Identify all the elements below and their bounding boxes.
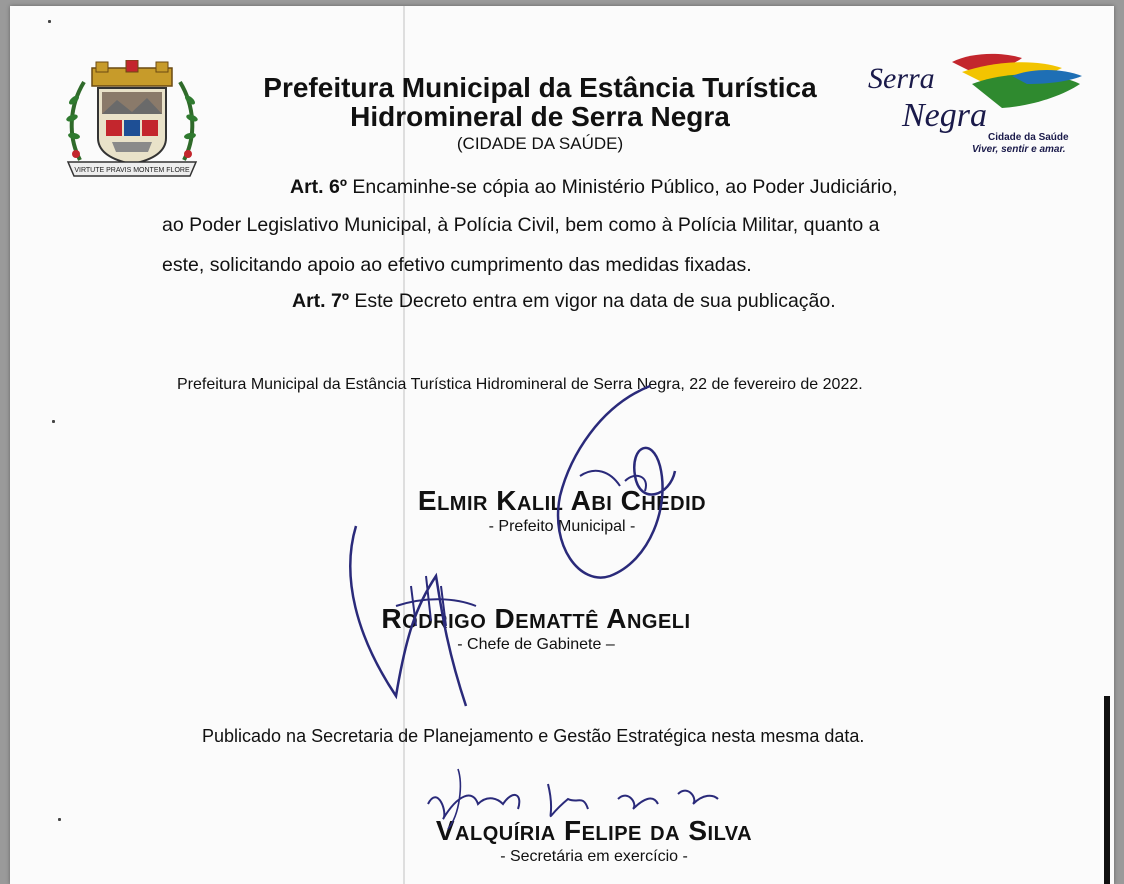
article-7-text: Este Decreto entra em vigor na data de sua publicação. <box>348 290 836 312</box>
header-line-2: Hidromineral de Serra Negra <box>350 101 730 132</box>
publication-note: Publicado na Secretaria de Planejamento e Gestão Estratégica nesta mesma data. <box>202 726 865 746</box>
mayor-name: Elmir Kalil Abi Chedid <box>417 485 707 516</box>
document-page <box>10 6 1114 884</box>
article-6-text-1: Encaminhe-se cópia ao Ministério Público, ao Poder Judiciário, <box>346 176 898 198</box>
article-7-line <box>292 290 1114 313</box>
scan-speck <box>48 20 51 23</box>
signatory-mayor <box>10 486 1114 538</box>
secretary-role: - Secretária em exercício - <box>500 848 688 865</box>
serra-negra-logo <box>862 48 1086 158</box>
mayor-role: - Prefeito Municipal - <box>488 518 636 535</box>
article-6-line-3: este, solicitando apoio ao efetivo cumprimento das medidas fixadas. <box>162 254 752 276</box>
logo-text-serra: Serra <box>868 62 935 95</box>
signatory-chief-of-staff <box>10 604 1088 656</box>
scan-speck <box>52 420 55 423</box>
article-7-label: Art. 7º <box>292 290 349 312</box>
chief-of-staff-name: Rodrigo Demattê Angeli <box>381 603 691 634</box>
logo-tagline-1: Cidade da Saúde <box>988 132 1069 143</box>
coat-motto: VIRTUTE PRAVIS MONTEM FLORE <box>74 167 190 174</box>
secretary-name: Valquíria Felipe da Silva <box>435 815 753 846</box>
chief-of-staff-role: - Chefe de Gabinete – <box>457 636 615 653</box>
header-line-1: Prefeitura Municipal da Estância Turística <box>263 72 817 103</box>
signatory-secretary <box>42 816 1114 868</box>
article-6-line-2: ao Poder Legislativo Municipal, à Polícia Civil, bem como à Polícia Militar, quanto a <box>162 214 880 236</box>
article-6-label: Art. 6º <box>290 176 347 198</box>
header-line-3: (CIDADE DA SAÚDE) <box>456 134 624 153</box>
document-header <box>210 74 870 156</box>
article-6-line-1 <box>290 176 1114 199</box>
coat-of-arms-icon <box>62 60 202 184</box>
logo-tagline-2: Viver, sentir e amar. <box>972 144 1066 155</box>
place-date: Prefeitura Municipal da Estância Turística Hidromineral de Serra Negra, 22 de fevereiro de 2022. <box>177 376 863 393</box>
logo-text-negra: Negra <box>902 97 987 134</box>
